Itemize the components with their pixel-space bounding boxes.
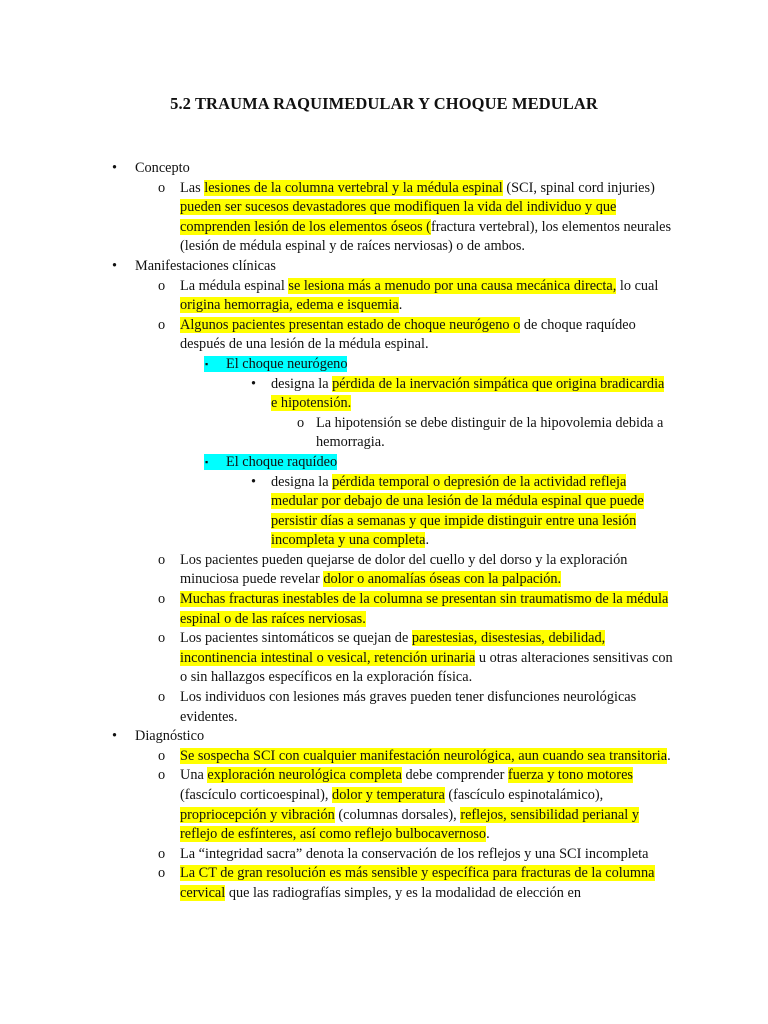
highlighted-heading: El choque raquídeo: [204, 454, 337, 470]
list-item-text: [271, 473, 671, 551]
list-item: [0, 727, 768, 747]
list-item-text: [180, 316, 676, 355]
bullet-dot-icon: [251, 375, 256, 395]
list-item: [0, 316, 768, 355]
text-run: de choque raquídeo después de una lesión de la médula espinal.: [180, 316, 636, 353]
list-item-text: [180, 864, 676, 903]
list-item: [0, 747, 768, 767]
highlighted-text: exploración neurológica completa: [207, 767, 402, 784]
list-item-text: [180, 629, 676, 688]
highlighted-text: Se sospecha SCI con cualquier manifestación neurológica, aun cuando sea transitoria: [180, 747, 668, 764]
bullet-circle-icon: [158, 629, 165, 649]
text-run: Manifestaciones clínicas: [135, 257, 276, 274]
highlighted-text: propriocepción y vibración: [180, 806, 335, 823]
list-item-text: [180, 277, 676, 316]
list-item-text: [135, 159, 735, 179]
bullet-square-icon: [205, 355, 208, 375]
outline-list: [0, 159, 768, 904]
text-run: Los pacientes sintomáticos se quejan de: [180, 630, 412, 647]
list-item-text: [135, 257, 735, 277]
highlighted-text: fuerza y tono motores: [507, 767, 633, 784]
page-title: 5.2 TRAUMA RAQUIMEDULAR Y CHOQUE MEDULAR: [170, 94, 598, 113]
list-item: [0, 590, 768, 629]
list-item-text: [135, 727, 735, 747]
text-run: La “integridad sacra” denota la conservación de los reflejos y una SCI incompleta: [180, 845, 649, 862]
text-run: Diagnóstico: [135, 728, 205, 745]
highlighted-text: dolor o anomalías óseas con la palpación.: [323, 571, 562, 588]
highlighted-text: reflejos, sensibilidad perianal y reflejo de esfínteres, así como reflejo bulbocavernoso: [180, 806, 639, 843]
bullet-dot-icon: [112, 727, 117, 747]
text-run: La hipotensión se debe distinguir de la hipovolemia debida a hemorragia.: [316, 414, 664, 451]
text-run: Una: [180, 767, 208, 784]
text-run: lo cual: [616, 277, 659, 294]
list-item: [0, 159, 768, 179]
text-run: .: [398, 297, 403, 314]
highlighted-text: se lesiona más a menudo por una causa mecánica directa,: [288, 277, 617, 294]
bullet-circle-icon: [158, 316, 165, 336]
list-item: [0, 688, 768, 727]
bullet-circle-icon: [158, 590, 165, 610]
list-item: [0, 453, 768, 473]
text-run: (SCI, spinal cord injuries): [502, 179, 655, 196]
highlighted-text: pérdida temporal o depresión de la actividad refleja medular por debajo de una lesión de la médula espinal que puede persistir días a semanas y que impide distinguir entre una lesión incompleta y una completa: [271, 473, 644, 549]
list-item-text: [180, 688, 676, 727]
list-item: [0, 766, 768, 844]
highlighted-text: parestesias, disestesias, debilidad, incontinencia intestinal o vesical, retención urinaria: [180, 630, 606, 666]
bullet-circle-icon: [158, 551, 165, 571]
text-run: (columnas dorsales),: [334, 806, 461, 823]
list-item-text: [180, 845, 676, 865]
list-item-text: [180, 590, 676, 629]
bullet-circle-icon: [158, 864, 165, 884]
text-run: (fascículo espinotalámico),: [444, 787, 604, 803]
highlighted-text: pueden ser sucesos devastadores que modifiquen la vida del individuo y que comprenden lesión de los elementos óseos (: [180, 199, 617, 235]
text-run: Los individuos con lesiones más graves pueden tener disfunciones neurológicas evidentes.: [180, 689, 637, 725]
bullet-circle-icon: [158, 845, 165, 865]
text-run: (fascículo corticoespinal),: [180, 787, 333, 803]
text-run: fractura vertebral), los elementos neurales (lesión de médula espinal y de raíces nerviosas) o de ambos.: [180, 218, 672, 255]
bullet-circle-icon: [158, 747, 165, 767]
list-item-text: [226, 355, 686, 375]
highlighted-text: pérdida de la inervación simpática que origina bradicardia e hipotensión.: [271, 375, 665, 412]
list-item: [0, 375, 768, 414]
text-run: Concepto: [135, 160, 190, 176]
list-item: [0, 473, 768, 551]
list-item-text: [180, 179, 676, 257]
text-run: debe comprender: [401, 767, 508, 784]
list-item-text: [271, 375, 671, 414]
list-item: [0, 845, 768, 865]
list-item: [0, 179, 768, 257]
list-item-text: [226, 453, 686, 473]
highlighted-text: Algunos pacientes presentan estado de choque neurógeno o: [180, 316, 521, 333]
list-item: [0, 864, 768, 903]
highlighted-text: La CT de gran resolución es más sensible y específica para fracturas de la columna cervical: [180, 865, 655, 901]
bullet-circle-icon: [297, 414, 304, 434]
bullet-dot-icon: [251, 473, 256, 493]
text-run: designa la: [271, 375, 333, 392]
list-item-text: [180, 747, 676, 767]
list-item: [0, 257, 768, 277]
text-run: .: [425, 532, 430, 549]
bullet-dot-icon: [112, 159, 117, 179]
bullet-circle-icon: [158, 277, 165, 297]
text-run: designa la: [271, 473, 333, 490]
list-item-text: [180, 551, 676, 590]
list-item-text: [316, 414, 681, 453]
bullet-circle-icon: [158, 179, 165, 199]
text-run: .: [486, 826, 490, 843]
highlighted-heading: El choque neurógeno: [204, 356, 347, 372]
list-item: [0, 277, 768, 316]
highlighted-text: origina hemorragia, edema e isquemia: [180, 297, 399, 314]
text-run: Los pacientes pueden quejarse de dolor del cuello y del dorso y la exploración minuciosa puede revelar: [180, 551, 628, 588]
bullet-circle-icon: [158, 766, 165, 786]
text-run: .: [667, 747, 671, 764]
text-run: u otras alteraciones sensitivas con o sin hallazgos específicos en la exploración física.: [180, 649, 673, 686]
text-run: La médula espinal: [180, 277, 289, 294]
bullet-square-icon: [205, 453, 208, 473]
list-item: [0, 355, 768, 375]
bullet-dot-icon: [112, 257, 117, 277]
highlighted-text: lesiones de la columna vertebral y la médula espinal: [204, 179, 503, 196]
list-item: [0, 551, 768, 590]
list-item-text: [180, 766, 676, 844]
bullet-circle-icon: [158, 688, 165, 708]
list-item: [0, 414, 768, 453]
text-run: Las: [180, 179, 205, 196]
highlighted-text: Muchas fracturas inestables de la columna se presentan sin traumatismo de la médula espinal o de las raíces nerviosas.: [180, 591, 669, 627]
text-run: que las radiografías simples, y es la modalidad de elección en: [225, 884, 581, 901]
highlighted-text: dolor y temperatura: [332, 787, 445, 803]
list-item: [0, 629, 768, 688]
